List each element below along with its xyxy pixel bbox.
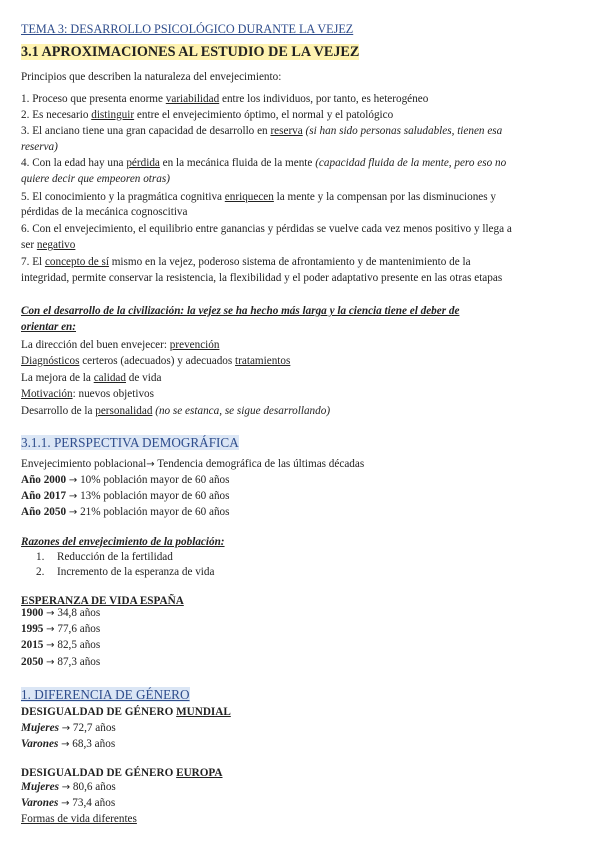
- arrow-icon: →: [61, 798, 70, 809]
- arrow-icon: →: [61, 723, 71, 734]
- document-title: TEMA 3: DESARROLLO PSICOLÓGICO DURANTE LA VEJEZ: [21, 22, 354, 36]
- world-row: Mujeres → 72,7 años: [21, 722, 116, 734]
- principle-6-cont: ser negativo: [21, 239, 76, 251]
- arrow-icon: →: [46, 624, 55, 635]
- europe-row: Varones → 73,4 años: [21, 797, 116, 809]
- gender-footer: Formas de vida diferentes: [21, 813, 137, 825]
- principle-2: 2. Es necesario distinguir entre el envejecimiento óptimo, el normal y el patológico: [21, 109, 394, 121]
- principle-7: 7. El concepto de sí mismo en la vejez, poderoso sistema de afrontamiento y de mantenimiento de la: [21, 256, 471, 268]
- civilization-item: Diagnósticos certeros (adecuados) y adecuados tratamientos: [21, 355, 291, 367]
- principle-6: 6. Con el envejecimiento, el equilibrio entre ganancias y pérdidas se vuelve cada vez menos positivo y llega a: [21, 223, 512, 235]
- principle-4-cont: quiere decir que empeoren otras): [21, 173, 170, 185]
- demography-heading: 3.1.1. PERSPECTIVA DEMOGRÁFICA: [21, 435, 239, 450]
- principle-5-cont: pérdidas de la mecánica cognoscitiva: [21, 206, 188, 218]
- principle-4: 4. Con la edad hay una pérdida en la mecánica fluida de la mente (capacidad fluida de la mente, pero eso no: [21, 157, 507, 169]
- gender-heading: 1. DIFERENCIA DE GÉNERO: [21, 687, 190, 702]
- world-heading: DESIGUALDAD DE GÉNERO MUNDIAL: [21, 706, 231, 718]
- year-row: Año 2050 → 21% población mayor de 60 años: [21, 506, 230, 518]
- section-heading: 3.1 APROXIMACIONES AL ESTUDIO DE LA VEJEZ: [21, 44, 360, 60]
- spain-row: 1900 → 34,8 años: [21, 607, 101, 619]
- reason-item: 1.: [36, 551, 45, 563]
- spain-row: 2015 → 82,5 años: [21, 639, 101, 651]
- europe-row: Mujeres → 80,6 años: [21, 781, 116, 793]
- spain-heading: ESPERANZA DE VIDA ESPAÑA: [21, 595, 184, 607]
- spain-row: 2050 → 87,3 años: [21, 656, 101, 668]
- arrow-icon: →: [68, 507, 78, 518]
- principle-1: 1. Proceso que presenta enorme variabilidad entre los individuos, por tanto, es heterogéneo: [21, 93, 429, 105]
- arrow-icon: →: [61, 782, 71, 793]
- arrow-icon: →: [68, 491, 78, 502]
- intro-text: Principios que describen la naturaleza del envejecimiento:: [21, 71, 282, 83]
- year-row: Año 2017 → 13% población mayor de 60 años: [21, 490, 230, 502]
- arrow-icon: →: [46, 608, 55, 619]
- reason-text: Reducción de la fertilidad: [57, 551, 173, 563]
- reason-text: Incremento de la esperanza de vida: [57, 566, 215, 578]
- civilization-item: La dirección del buen envejecer: prevención: [21, 339, 220, 351]
- europe-heading: DESIGUALDAD DE GÉNERO EUROPA: [21, 767, 223, 779]
- arrow-icon: →: [68, 475, 78, 486]
- world-row: Varones → 68,3 años: [21, 738, 116, 750]
- reason-item: 2.: [36, 566, 45, 578]
- spain-row: 1995 → 77,6 años: [21, 623, 101, 635]
- year-row: Año 2000 → 10% población mayor de 60 años: [21, 474, 230, 486]
- arrow-icon: →: [46, 640, 55, 651]
- civilization-item: Motivación: nuevos objetivos: [21, 388, 155, 400]
- principle-3-cont: reserva): [21, 141, 58, 153]
- civilization-item: La mejora de la calidad de vida: [21, 372, 162, 384]
- principle-5: 5. El conocimiento y la pragmática cognitiva enriquecen la mente y la compensan por las disminuciones y: [21, 191, 497, 203]
- principle-3: 3. El anciano tiene una gran capacidad de desarrollo en reserva (si han sido personas saludables, tienen esa: [21, 125, 503, 137]
- arrow-icon: →: [146, 459, 155, 470]
- civilization-heading-cont: orientar en:: [21, 321, 77, 333]
- demography-line: Envejecimiento poblacional→ Tendencia demográfica de las últimas décadas: [21, 458, 365, 470]
- arrow-icon: →: [61, 739, 70, 750]
- civilization-heading: Con el desarrollo de la civilización: la vejez se ha hecho más larga y la ciencia tiene el deber de: [21, 305, 460, 317]
- principle-7-cont: integridad, permite conservar la resistencia, la flexibilidad y el poder adaptativo presente en las otras etapas: [21, 272, 503, 284]
- arrow-icon: →: [46, 657, 55, 668]
- reasons-heading: Razones del envejecimiento de la población:: [21, 536, 225, 548]
- civilization-item: Desarrollo de la personalidad (no se estanca, se sigue desarrollando): [21, 405, 331, 417]
